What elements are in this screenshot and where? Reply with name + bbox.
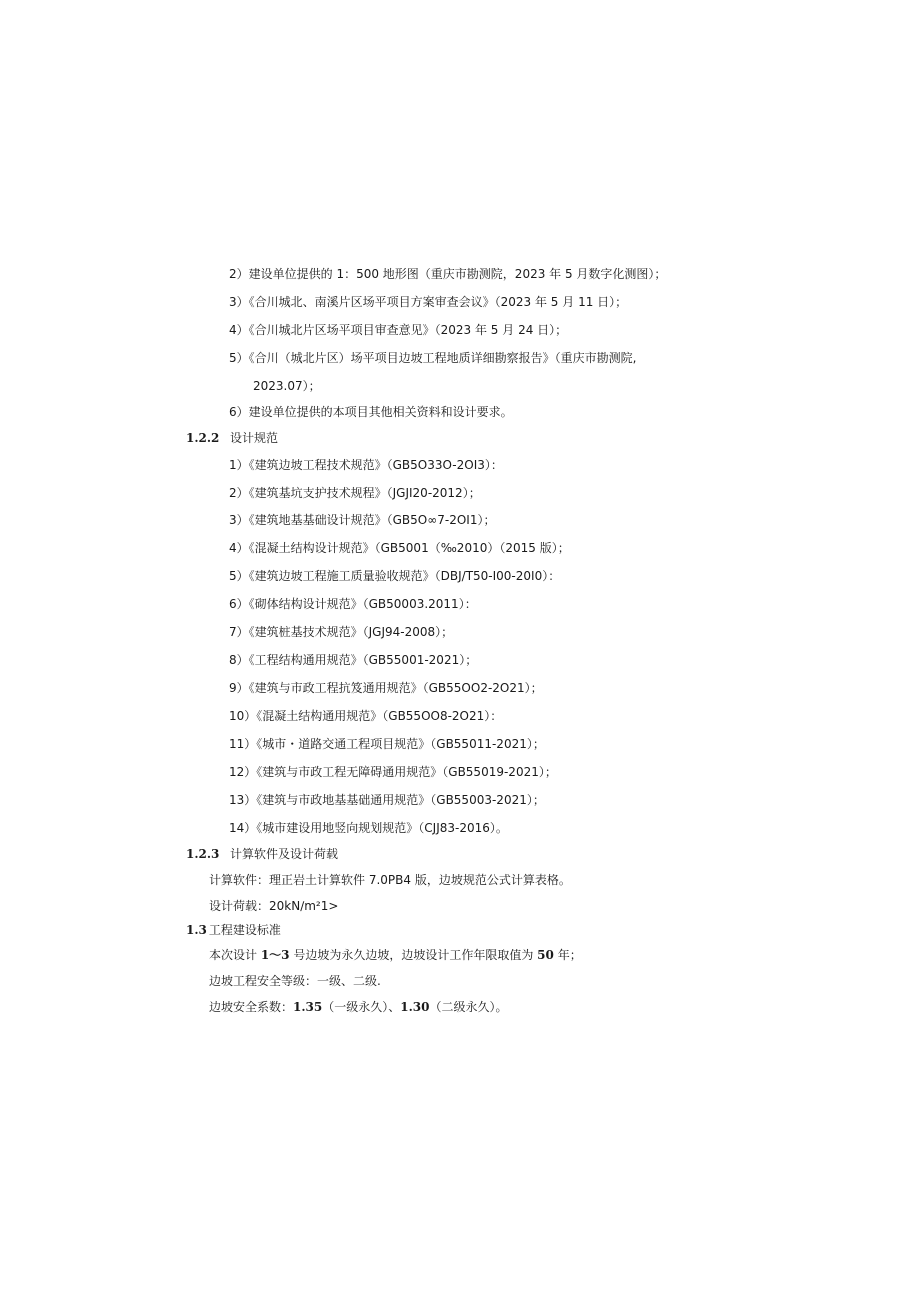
safety-factor-grade-2: 1.30: [400, 1000, 430, 1014]
basis-item-4: 4）《合川城北片区场平项目审查意见》（2023 年 5 月 24 日）；: [229, 323, 568, 337]
standard-paragraph-2: 边坡工程安全等级：一级、二级.: [209, 974, 381, 988]
standard-item-10: 10）《混凝土结构通用规范》（GB55OO8-2O21）：: [229, 709, 503, 723]
standard-item-11: 11）《城市・道路交通工程项目规范》（GB55011-2021）；: [229, 737, 545, 751]
standard-item-12: 12）《建筑与市政工程无障碍通用规范》（GB55019-2021）；: [229, 765, 557, 779]
slope-range: 1～3: [260, 948, 290, 962]
standard-paragraph-3: [209, 999, 508, 1015]
safety-factor-grade-1: 1.35: [293, 1000, 323, 1014]
text-segment: （二级永久）。: [429, 1000, 508, 1014]
basis-item-5-continuation: 2023.07）；: [253, 379, 321, 393]
section-title: 计算软件及设计荷载: [230, 847, 339, 861]
text-segment: 年；: [553, 948, 582, 962]
standard-item-13: 13）《建筑与市政地基基础通用规范》（GB55003-2021）；: [229, 793, 545, 807]
text-segment: 本次设计: [209, 948, 261, 962]
text-segment: 号边坡为永久边坡，边坡设计工作年限取值为: [289, 948, 538, 962]
standard-item-8: 8）《工程结构通用规范》（GB55001-2021）；: [229, 653, 478, 667]
basis-item-5: 5）《合川（城北片区）场平项目边坡工程地质详细勘察报告》（重庆市勘测院,: [229, 351, 637, 365]
standard-item-1: 1）《建筑边坡工程技术规范》（GB5O33O-2OI3）：: [229, 458, 503, 472]
section-number: 1.2.3: [186, 847, 220, 861]
software-paragraph: 计算软件：理正岩土计算软件 7.0PB4 版，边坡规范公式计算表格。: [209, 873, 571, 887]
standard-paragraph-1: [209, 947, 582, 963]
basis-item-6: 6）建设单位提供的本项目其他相关资料和设计要求。: [229, 405, 513, 419]
standard-item-14: 14）《城市建设用地竖向规划规范》（CJJ83-2016）。: [229, 821, 508, 835]
standard-item-5: 5）《建筑边坡工程施工质量验收规范》（DBJ/T50-I00-20I0）：: [229, 569, 561, 583]
standard-item-9: 9）《建筑与市政工程抗笈通用规范》（GB55OO2-2O21）；: [229, 681, 543, 695]
design-life-years: 50: [537, 948, 554, 962]
section-title: 工程建设标准: [208, 923, 281, 937]
section-heading-1-2-2: [186, 430, 278, 446]
standard-item-3: 3）《建筑地基基础设计规范》（GB5O∞7-2OI1）；: [229, 513, 496, 527]
section-number: 1.2.2: [186, 431, 220, 445]
text-segment: （一级永久）、: [322, 1000, 401, 1014]
text-segment: 边坡安全系数：: [209, 1000, 294, 1014]
standard-item-7: 7）《建筑桩基技术规范》（JGJ94-2008）；: [229, 625, 454, 639]
section-number: 1.3: [186, 923, 207, 937]
section-heading-1-2-3: [186, 846, 338, 862]
section-title: 设计规范: [230, 431, 279, 445]
standard-item-2: 2）《建筑基坑支护技术规程》（JGJI20-2012）；: [229, 486, 481, 500]
section-heading-1-3: [186, 922, 281, 938]
standard-item-6: 6）《砌体结构设计规范》（GB50003.2011）：: [229, 597, 477, 611]
basis-item-3: 3）《合川城北、南溪片区场平项目方案审查会议》（2023 年 5 月 11 日）；: [229, 295, 628, 309]
design-load-paragraph: 设计荷载：20kN∕m²1>: [209, 899, 339, 913]
basis-item-2: 2）建设单位提供的 1：500 地形图（重庆市勘测院，2023 年 5 月数字化测图）；: [229, 267, 667, 281]
standard-item-4: 4）《混凝土结构设计规范》（GB5001（‰2010）（2015 版）；: [229, 541, 570, 555]
